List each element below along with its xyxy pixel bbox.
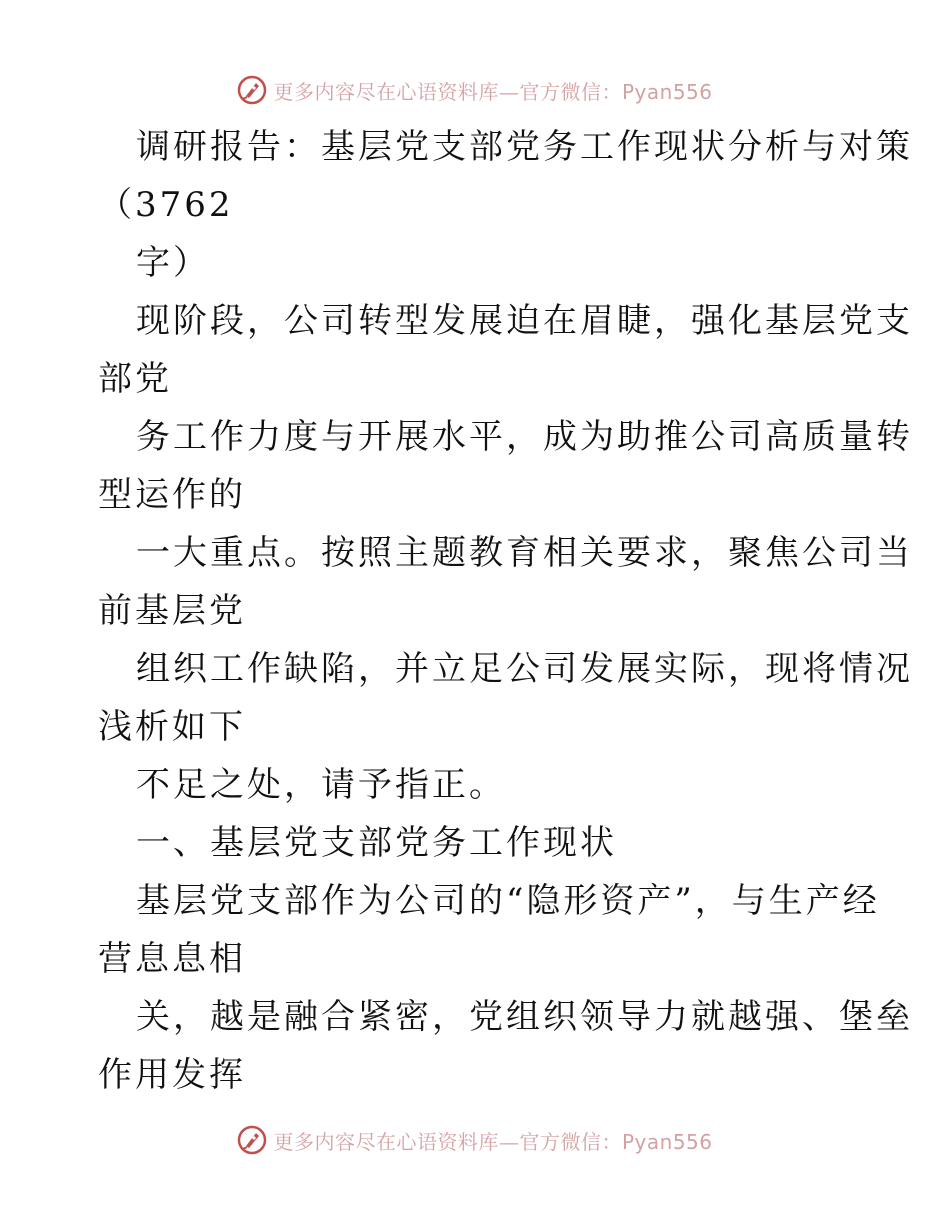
wechat-id: Pyan556	[621, 79, 713, 104]
text-line: 字）	[136, 243, 210, 283]
watermark-text: 更多内容尽在心语资料库—官方微信：Pyan556	[273, 79, 713, 104]
text-line: 基层党支部作为公司的“隐形资产”，与生产经	[136, 881, 880, 921]
text-line: 务工作力度与开展水平，成为助推公司高质量转	[136, 417, 913, 457]
text-line: （3762	[98, 185, 234, 225]
wechat-id: Pyan556	[621, 1129, 713, 1154]
document-body	[98, 118, 913, 1104]
pen-nib-logo-icon	[237, 75, 267, 105]
pen-nib-logo-icon	[237, 1125, 267, 1155]
text-line: 营息息相	[98, 939, 246, 979]
text-line: 型运作的	[98, 475, 246, 515]
watermark-banner-top	[0, 70, 950, 110]
text-line: 现阶段，公司转型发展迫在眉睫，强化基层党支	[136, 301, 913, 341]
text-line: 部党	[98, 359, 172, 399]
text-line: 作用发挥	[98, 1055, 246, 1095]
watermark-banner-bottom	[0, 1120, 950, 1160]
text-line: 组织工作缺陷，并立足公司发展实际，现将情况	[136, 649, 913, 689]
text-line: 浅析如下	[98, 707, 246, 747]
text-line: 不足之处，请予指正。	[136, 765, 506, 805]
text-line: 一、基层党支部党务工作现状	[136, 823, 617, 863]
watermark-text: 更多内容尽在心语资料库—官方微信：Pyan556	[273, 1129, 713, 1154]
text-line: 调研报告：基层党支部党务工作现状分析与对策	[136, 127, 913, 167]
text-line: 前基层党	[98, 591, 246, 631]
text-line: 一大重点。按照主题教育相关要求，聚焦公司当	[136, 533, 913, 573]
text-line: 关，越是融合紧密，党组织领导力就越强、堡垒	[136, 997, 913, 1037]
